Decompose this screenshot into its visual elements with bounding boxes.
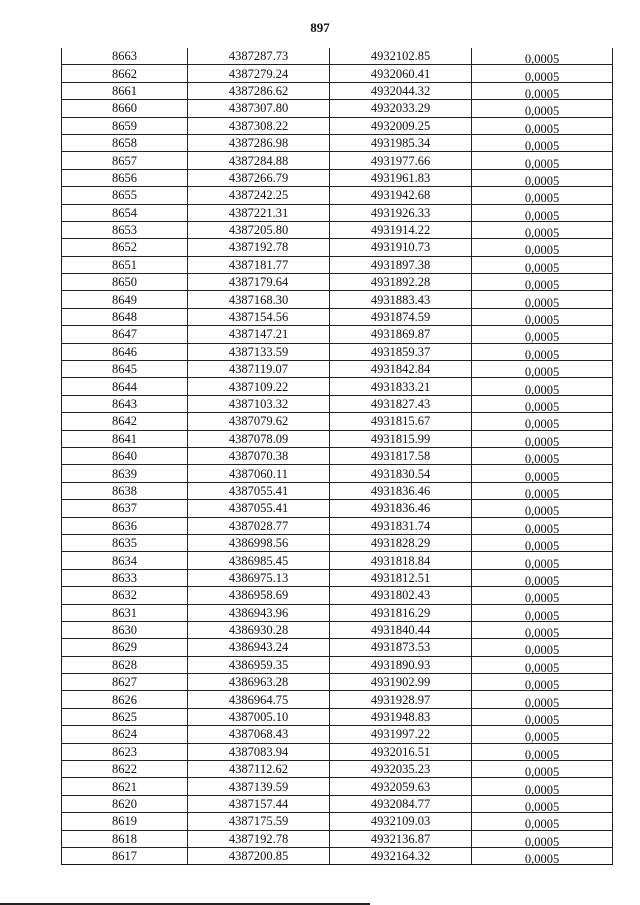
point-number-cell: 8646 <box>62 343 188 360</box>
table-row <box>62 134 613 151</box>
accuracy-value: 0,0005 <box>524 852 560 867</box>
point-number-cell: 8621 <box>62 778 188 795</box>
accuracy-cell <box>472 291 613 308</box>
y-coordinate-cell: 4931840.44 <box>330 621 472 638</box>
accuracy-value: 0,0005 <box>524 608 560 623</box>
y-coordinate-cell: 4931928.97 <box>330 691 472 708</box>
accuracy-cell <box>472 639 613 656</box>
point-number-cell: 8630 <box>62 621 188 638</box>
point-number-cell: 8619 <box>62 813 188 830</box>
point-number-cell: 8626 <box>62 691 188 708</box>
accuracy-value: 0,0005 <box>524 52 560 67</box>
table-row <box>62 395 613 412</box>
point-number-cell: 8654 <box>62 204 188 221</box>
accuracy-value: 0,0005 <box>524 104 560 119</box>
x-coordinate-cell: 4386964.75 <box>188 691 330 708</box>
accuracy-cell <box>472 152 613 169</box>
x-coordinate-cell: 4387055.41 <box>188 482 330 499</box>
x-coordinate-cell: 4387109.22 <box>188 378 330 395</box>
x-coordinate-cell: 4387070.38 <box>188 447 330 464</box>
point-number-cell: 8629 <box>62 639 188 656</box>
accuracy-cell <box>472 517 613 534</box>
accuracy-cell <box>472 813 613 830</box>
x-coordinate-cell: 4387157.44 <box>188 795 330 812</box>
x-coordinate-cell: 4387028.77 <box>188 517 330 534</box>
y-coordinate-cell: 4932084.77 <box>330 795 472 812</box>
table-row <box>62 326 613 343</box>
table-row <box>62 430 613 447</box>
point-number-cell: 8659 <box>62 117 188 134</box>
accuracy-cell <box>472 169 613 186</box>
accuracy-value: 0,0005 <box>524 86 560 101</box>
table-row <box>62 534 613 551</box>
point-number-cell: 8656 <box>62 169 188 186</box>
y-coordinate-cell: 4931831.74 <box>330 517 472 534</box>
table-row <box>62 621 613 638</box>
table-row <box>62 674 613 691</box>
y-coordinate-cell: 4931842.84 <box>330 361 472 378</box>
table-row <box>62 500 613 517</box>
y-coordinate-cell: 4931910.73 <box>330 239 472 256</box>
point-number-cell: 8637 <box>62 500 188 517</box>
table-row <box>62 604 613 621</box>
table-row <box>62 569 613 586</box>
x-coordinate-cell: 4387242.25 <box>188 187 330 204</box>
y-coordinate-cell: 4931997.22 <box>330 726 472 743</box>
table-row <box>62 343 613 360</box>
x-coordinate-cell: 4386958.69 <box>188 587 330 604</box>
x-coordinate-cell: 4387112.62 <box>188 761 330 778</box>
accuracy-cell <box>472 256 613 273</box>
point-number-cell: 8617 <box>62 847 188 864</box>
table-row <box>62 256 613 273</box>
y-coordinate-cell: 4931817.58 <box>330 447 472 464</box>
y-coordinate-cell: 4931818.84 <box>330 552 472 569</box>
accuracy-value: 0,0005 <box>524 695 560 710</box>
accuracy-cell <box>472 778 613 795</box>
point-number-cell: 8631 <box>62 604 188 621</box>
table-row <box>62 82 613 99</box>
x-coordinate-cell: 4387139.59 <box>188 778 330 795</box>
x-coordinate-cell: 4387307.80 <box>188 100 330 117</box>
table-row <box>62 308 613 325</box>
accuracy-value: 0,0005 <box>524 817 560 832</box>
y-coordinate-cell: 4931902.99 <box>330 674 472 691</box>
y-coordinate-cell: 4931883.43 <box>330 291 472 308</box>
point-number-cell: 8648 <box>62 308 188 325</box>
accuracy-value: 0,0005 <box>524 260 560 275</box>
accuracy-cell <box>472 534 613 554</box>
point-number-cell: 8663 <box>62 48 188 65</box>
accuracy-value: 0,0005 <box>524 139 560 154</box>
y-coordinate-cell: 4932035.23 <box>330 761 472 778</box>
y-coordinate-cell: 4931869.87 <box>330 326 472 343</box>
accuracy-value: 0,0005 <box>524 765 560 780</box>
page-number: 897 <box>310 20 330 35</box>
y-coordinate-cell: 4932009.25 <box>330 117 472 134</box>
accuracy-value: 0,0005 <box>524 226 560 241</box>
point-number-cell: 8651 <box>62 256 188 273</box>
y-coordinate-cell: 4931926.33 <box>330 204 472 221</box>
point-number-cell: 8639 <box>62 465 188 482</box>
point-number-cell: 8625 <box>62 708 188 725</box>
accuracy-cell <box>472 343 613 360</box>
point-number-cell: 8635 <box>62 534 188 551</box>
x-coordinate-cell: 4386985.45 <box>188 552 330 569</box>
accuracy-cell <box>472 500 613 517</box>
table-row <box>62 274 613 291</box>
accuracy-cell <box>472 134 613 154</box>
accuracy-value: 0,0005 <box>524 191 560 206</box>
y-coordinate-cell: 4931859.37 <box>330 343 472 360</box>
point-number-cell: 8624 <box>62 726 188 743</box>
table-row <box>62 795 613 812</box>
accuracy-cell <box>472 656 613 673</box>
accuracy-value: 0,0005 <box>524 313 560 328</box>
accuracy-cell <box>472 761 613 778</box>
x-coordinate-cell: 4386930.28 <box>188 621 330 638</box>
point-number-cell: 8636 <box>62 517 188 534</box>
y-coordinate-cell: 4931942.68 <box>330 187 472 204</box>
point-number-cell: 8618 <box>62 830 188 847</box>
y-coordinate-cell: 4931816.29 <box>330 604 472 621</box>
accuracy-value: 0,0005 <box>524 660 560 675</box>
point-number-cell: 8662 <box>62 65 188 82</box>
y-coordinate-cell: 4932044.32 <box>330 82 472 99</box>
y-coordinate-cell: 4932136.87 <box>330 830 472 847</box>
x-coordinate-cell: 4387168.30 <box>188 291 330 308</box>
x-coordinate-cell: 4386959.35 <box>188 656 330 673</box>
x-coordinate-cell: 4387286.62 <box>188 82 330 99</box>
accuracy-value: 0,0005 <box>524 400 560 414</box>
y-coordinate-cell: 4931948.83 <box>330 708 472 725</box>
accuracy-value: 0,0005 <box>524 69 560 84</box>
point-number-cell: 8657 <box>62 152 188 169</box>
point-number-cell: 8628 <box>62 656 188 673</box>
x-coordinate-cell: 4387060.11 <box>188 465 330 482</box>
y-coordinate-cell: 4932164.32 <box>330 847 472 864</box>
table-row <box>62 778 613 795</box>
point-number-cell: 8627 <box>62 674 188 691</box>
y-coordinate-cell: 4931833.21 <box>330 378 472 395</box>
accuracy-cell <box>472 413 613 430</box>
table-row <box>62 587 613 604</box>
accuracy-value: 0,0005 <box>524 678 560 693</box>
x-coordinate-cell: 4387279.24 <box>188 65 330 82</box>
accuracy-cell <box>472 482 613 499</box>
y-coordinate-cell: 4931830.54 <box>330 465 472 482</box>
point-number-cell: 8645 <box>62 361 188 378</box>
x-coordinate-cell: 4387079.62 <box>188 413 330 430</box>
accuracy-cell <box>472 795 613 812</box>
accuracy-value: 0,0005 <box>524 295 560 310</box>
y-coordinate-cell: 4931815.67 <box>330 413 472 430</box>
y-coordinate-cell: 4931836.46 <box>330 500 472 517</box>
accuracy-cell <box>472 308 613 328</box>
point-number-cell: 8620 <box>62 795 188 812</box>
y-coordinate-cell: 4931961.83 <box>330 169 472 186</box>
table-row <box>62 813 613 830</box>
x-coordinate-cell: 4387179.64 <box>188 274 330 291</box>
table-row <box>62 239 613 256</box>
point-number-cell: 8634 <box>62 552 188 569</box>
accuracy-cell <box>472 430 613 447</box>
table-row <box>62 552 613 569</box>
y-coordinate-cell: 4932109.03 <box>330 813 472 830</box>
accuracy-value: 0,0005 <box>524 121 560 136</box>
table-row <box>62 413 613 430</box>
point-number-cell: 8660 <box>62 100 188 117</box>
accuracy-cell <box>472 221 613 241</box>
x-coordinate-cell: 4387175.59 <box>188 813 330 830</box>
table-row <box>62 447 613 464</box>
x-coordinate-cell: 4386963.28 <box>188 674 330 691</box>
x-coordinate-cell: 4386943.96 <box>188 604 330 621</box>
accuracy-cell <box>472 708 613 728</box>
table-row <box>62 187 613 204</box>
accuracy-cell <box>472 187 613 204</box>
table-row <box>62 169 613 186</box>
accuracy-value: 0,0005 <box>524 539 560 554</box>
accuracy-cell <box>472 100 613 117</box>
accuracy-cell <box>472 378 613 395</box>
x-coordinate-cell: 4387103.32 <box>188 395 330 412</box>
table-row <box>62 465 613 482</box>
x-coordinate-cell: 4387284.88 <box>188 152 330 169</box>
table-row <box>62 152 613 169</box>
y-coordinate-cell: 4931892.28 <box>330 274 472 291</box>
y-coordinate-cell: 4931828.29 <box>330 534 472 551</box>
accuracy-value: 0,0005 <box>524 382 560 397</box>
table-row <box>62 221 613 238</box>
accuracy-value: 0,0005 <box>524 626 560 641</box>
x-coordinate-cell: 4387147.21 <box>188 326 330 343</box>
table-row <box>62 743 613 760</box>
y-coordinate-cell: 4931985.34 <box>330 134 472 151</box>
accuracy-value: 0,0005 <box>524 556 560 571</box>
x-coordinate-cell: 4387133.59 <box>188 343 330 360</box>
x-coordinate-cell: 4387181.77 <box>188 256 330 273</box>
y-coordinate-cell: 4932033.29 <box>330 100 472 117</box>
point-number-cell: 8644 <box>62 378 188 395</box>
accuracy-cell <box>472 395 613 412</box>
coordinates-table <box>61 48 613 865</box>
coordinates-table-container <box>61 48 608 865</box>
x-coordinate-cell: 4387068.43 <box>188 726 330 743</box>
x-coordinate-cell: 4386998.56 <box>188 534 330 551</box>
accuracy-cell <box>472 587 613 604</box>
accuracy-value: 0,0005 <box>524 434 560 449</box>
x-coordinate-cell: 4387083.94 <box>188 743 330 760</box>
table-row <box>62 691 613 708</box>
y-coordinate-cell: 4931977.66 <box>330 152 472 169</box>
x-coordinate-cell: 4387266.79 <box>188 169 330 186</box>
accuracy-cell <box>472 274 613 291</box>
x-coordinate-cell: 4386943.24 <box>188 639 330 656</box>
point-number-cell: 8641 <box>62 430 188 447</box>
point-number-cell: 8655 <box>62 187 188 204</box>
y-coordinate-cell: 4931897.38 <box>330 256 472 273</box>
accuracy-value: 0,0005 <box>524 799 560 814</box>
accuracy-cell <box>472 743 613 760</box>
accuracy-value: 0,0005 <box>524 730 560 745</box>
table-row <box>62 378 613 395</box>
table-row <box>62 726 613 743</box>
point-number-cell: 8642 <box>62 413 188 430</box>
table-row <box>62 48 613 65</box>
accuracy-cell <box>472 726 613 743</box>
x-coordinate-cell: 4387119.07 <box>188 361 330 378</box>
accuracy-value: 0,0005 <box>524 173 560 188</box>
accuracy-cell <box>472 691 613 708</box>
accuracy-value: 0,0005 <box>524 365 560 380</box>
accuracy-cell <box>472 204 613 221</box>
y-coordinate-cell: 4931874.59 <box>330 308 472 325</box>
point-number-cell: 8653 <box>62 221 188 238</box>
y-coordinate-cell: 4931827.43 <box>330 395 472 412</box>
y-coordinate-cell: 4931812.51 <box>330 569 472 586</box>
accuracy-cell <box>472 117 613 134</box>
accuracy-cell <box>472 604 613 621</box>
point-number-cell: 8623 <box>62 743 188 760</box>
accuracy-value: 0,0005 <box>524 347 560 362</box>
accuracy-value: 0,0005 <box>524 330 560 345</box>
point-number-cell: 8638 <box>62 482 188 499</box>
y-coordinate-cell: 4931873.53 <box>330 639 472 656</box>
point-number-cell: 8661 <box>62 82 188 99</box>
y-coordinate-cell: 4932060.41 <box>330 65 472 82</box>
accuracy-value: 0,0005 <box>524 278 560 293</box>
x-coordinate-cell: 4387192.78 <box>188 239 330 256</box>
x-coordinate-cell: 4386975.13 <box>188 569 330 586</box>
accuracy-value: 0,0005 <box>524 156 560 171</box>
accuracy-value: 0,0005 <box>524 643 560 658</box>
accuracy-value: 0,0005 <box>524 243 560 258</box>
point-number-cell: 8647 <box>62 326 188 343</box>
table-row <box>62 117 613 134</box>
x-coordinate-cell: 4387192.78 <box>188 830 330 847</box>
accuracy-cell <box>472 361 613 378</box>
accuracy-value: 0,0005 <box>524 521 560 536</box>
point-number-cell: 8633 <box>62 569 188 586</box>
accuracy-cell <box>472 447 613 467</box>
accuracy-value: 0,0005 <box>524 452 560 467</box>
accuracy-value: 0,0005 <box>524 834 560 849</box>
accuracy-value: 0,0005 <box>524 713 560 728</box>
accuracy-cell <box>472 830 613 847</box>
table-row <box>62 830 613 847</box>
accuracy-cell <box>472 621 613 641</box>
accuracy-cell <box>472 326 613 343</box>
table-row <box>62 204 613 221</box>
table-row <box>62 291 613 308</box>
accuracy-cell <box>472 239 613 256</box>
x-coordinate-cell: 4387055.41 <box>188 500 330 517</box>
x-coordinate-cell: 4387286.98 <box>188 134 330 151</box>
x-coordinate-cell: 4387205.80 <box>188 221 330 238</box>
point-number-cell: 8649 <box>62 291 188 308</box>
table-row <box>62 708 613 725</box>
table-row <box>62 361 613 378</box>
table-row <box>62 517 613 534</box>
table-row <box>62 639 613 656</box>
y-coordinate-cell: 4931836.46 <box>330 482 472 499</box>
accuracy-value: 0,0005 <box>524 469 560 484</box>
table-row <box>62 847 613 864</box>
x-coordinate-cell: 4387200.85 <box>188 847 330 864</box>
x-coordinate-cell: 4387078.09 <box>188 430 330 447</box>
accuracy-value: 0,0005 <box>524 782 560 797</box>
accuracy-value: 0,0005 <box>524 747 560 762</box>
accuracy-value: 0,0005 <box>524 591 560 606</box>
table-body <box>62 48 613 865</box>
x-coordinate-cell: 4387005.10 <box>188 708 330 725</box>
accuracy-value: 0,0005 <box>524 486 560 501</box>
accuracy-value: 0,0005 <box>524 504 560 519</box>
x-coordinate-cell: 4387287.73 <box>188 48 330 65</box>
table-row <box>62 100 613 117</box>
accuracy-cell <box>472 65 613 82</box>
x-coordinate-cell: 4387308.22 <box>188 117 330 134</box>
table-row <box>62 482 613 499</box>
y-coordinate-cell: 4931890.93 <box>330 656 472 673</box>
accuracy-cell <box>472 48 613 65</box>
y-coordinate-cell: 4932059.63 <box>330 778 472 795</box>
accuracy-cell <box>472 847 613 867</box>
point-number-cell: 8622 <box>62 761 188 778</box>
point-number-cell: 8632 <box>62 587 188 604</box>
table-row <box>62 761 613 778</box>
point-number-cell: 8643 <box>62 395 188 412</box>
x-coordinate-cell: 4387154.56 <box>188 308 330 325</box>
x-coordinate-cell: 4387221.31 <box>188 204 330 221</box>
table-row <box>62 65 613 82</box>
y-coordinate-cell: 4932102.85 <box>330 48 472 65</box>
point-number-cell: 8652 <box>62 239 188 256</box>
y-coordinate-cell: 4932016.51 <box>330 743 472 760</box>
table-row <box>62 656 613 673</box>
accuracy-value: 0,0005 <box>524 417 560 432</box>
accuracy-cell <box>472 569 613 586</box>
y-coordinate-cell: 4931802.43 <box>330 587 472 604</box>
accuracy-value: 0,0005 <box>524 573 560 588</box>
point-number-cell: 8640 <box>62 447 188 464</box>
accuracy-cell <box>472 674 613 691</box>
accuracy-cell <box>472 465 613 482</box>
y-coordinate-cell: 4931914.22 <box>330 221 472 238</box>
y-coordinate-cell: 4931815.99 <box>330 430 472 447</box>
accuracy-cell <box>472 82 613 99</box>
point-number-cell: 8658 <box>62 134 188 151</box>
point-number-cell: 8650 <box>62 274 188 291</box>
accuracy-value: 0,0005 <box>524 208 560 223</box>
accuracy-cell <box>472 552 613 569</box>
